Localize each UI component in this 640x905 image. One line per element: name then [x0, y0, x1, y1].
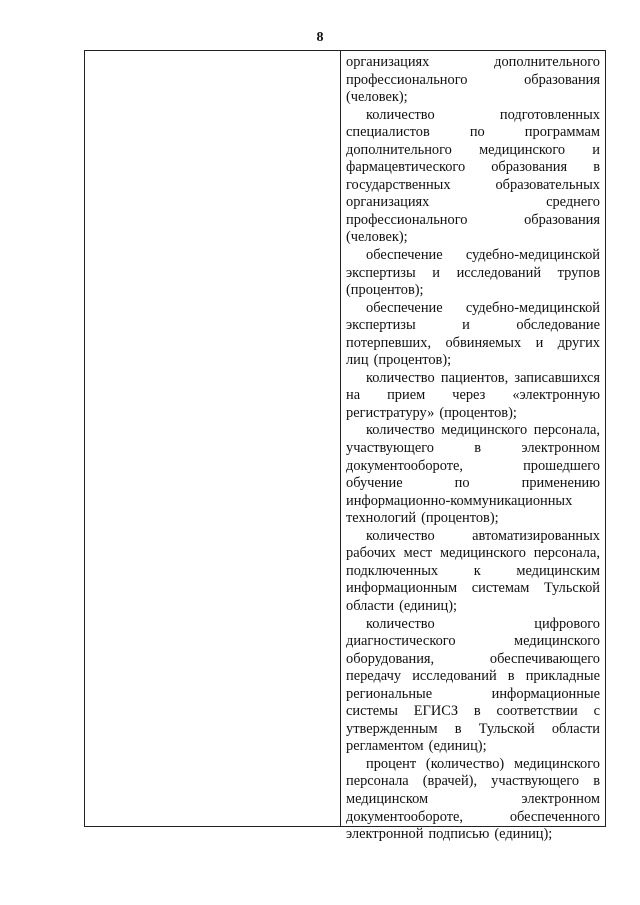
word: (человек);	[346, 89, 408, 106]
text-line	[346, 229, 600, 247]
word: прикладные	[525, 668, 600, 685]
word: по	[469, 124, 485, 141]
word: и	[535, 334, 544, 351]
text-line	[346, 317, 600, 335]
text-line	[346, 773, 600, 791]
word: рабочих	[346, 545, 396, 562]
text-line	[346, 563, 600, 581]
word: других	[557, 334, 600, 351]
word: области	[346, 597, 395, 614]
word: на	[346, 387, 361, 404]
word: образовательных	[495, 176, 600, 193]
text-line	[346, 387, 600, 405]
text-line	[346, 756, 600, 774]
text-line	[346, 791, 600, 809]
word: государственных	[346, 176, 451, 193]
word: обеспечение	[366, 299, 443, 316]
text-line	[346, 212, 600, 230]
word: прошедшего	[523, 457, 600, 474]
word: соответствии	[496, 703, 578, 720]
indicators-column	[346, 54, 600, 844]
word: медицинского	[479, 141, 566, 158]
word: образования	[491, 159, 568, 176]
word: программам	[524, 124, 600, 141]
word: количество	[366, 527, 435, 544]
word: в	[507, 668, 515, 685]
word: (единиц);	[494, 826, 553, 843]
word: технологий	[346, 510, 417, 527]
word: Тульской	[478, 720, 535, 737]
text-line	[346, 668, 600, 686]
text-line	[346, 422, 600, 440]
word: ЕГИСЗ	[413, 703, 459, 720]
document-table	[84, 50, 606, 843]
word: в	[474, 440, 482, 457]
word: системы	[346, 703, 398, 720]
text-line	[346, 159, 600, 177]
word: в	[473, 703, 481, 720]
word: информационные	[491, 685, 600, 702]
word: обеспечивающего	[489, 650, 600, 667]
text-line	[346, 475, 600, 493]
word: образования	[524, 211, 600, 228]
word: регистратуру»	[346, 404, 435, 421]
word: организациях	[346, 194, 430, 211]
text-line	[346, 177, 600, 195]
word: диагностического	[346, 633, 456, 650]
word: (процентов);	[346, 282, 424, 299]
text-line	[346, 686, 600, 704]
text-line	[346, 651, 600, 669]
text-line	[346, 458, 600, 476]
word: профессионального	[346, 71, 468, 88]
text-line	[346, 300, 600, 318]
text-line	[346, 721, 600, 739]
word: мест	[403, 545, 433, 562]
word: электронном	[521, 440, 600, 457]
word: в	[593, 159, 600, 176]
word: трупов	[557, 264, 600, 281]
text-line	[346, 510, 600, 528]
word: дополнительного	[346, 141, 452, 158]
word: (человек);	[346, 229, 408, 246]
word: лиц	[346, 352, 369, 369]
word: обеспечение	[366, 247, 443, 264]
text-line	[346, 616, 600, 634]
text-line	[346, 370, 600, 388]
text-line	[346, 352, 600, 370]
text-line	[346, 580, 600, 598]
text-line	[346, 826, 600, 844]
word: и	[462, 317, 470, 334]
word: судебно-медицинской	[465, 247, 600, 264]
word: электронном	[521, 790, 600, 807]
word: утвержденным	[346, 720, 438, 737]
word: (количество)	[425, 755, 505, 772]
text-line	[346, 72, 600, 90]
text-line	[346, 633, 600, 651]
word: электронной	[346, 826, 424, 843]
text-line	[346, 54, 600, 72]
text-line	[346, 247, 600, 265]
page-number: 8	[316, 30, 324, 45]
text-line	[346, 493, 600, 511]
word: персонала	[346, 773, 409, 790]
word: информационным	[346, 580, 458, 597]
word: (врачей),	[422, 773, 478, 790]
word: экспертизы	[346, 317, 416, 334]
word: количество	[366, 106, 435, 123]
word: автоматизированных	[472, 527, 600, 544]
word: области	[551, 720, 600, 737]
text-line	[346, 142, 600, 160]
word: медицинского	[513, 633, 600, 650]
word: участвующего	[491, 773, 580, 790]
word: оборудования,	[346, 650, 435, 667]
word: пациентов,	[440, 369, 509, 386]
text-line	[346, 89, 600, 107]
word: региональные	[346, 685, 433, 702]
word: документообороте,	[346, 808, 463, 825]
word: специалистов	[346, 124, 430, 141]
word: профессионального	[346, 211, 468, 228]
word: цифрового	[534, 615, 600, 632]
word: обеспеченного	[509, 808, 600, 825]
word: с	[593, 703, 600, 720]
word: передачу	[346, 668, 402, 685]
word: (процентов);	[421, 510, 499, 527]
text-line	[346, 598, 600, 616]
word: Тульской	[544, 580, 600, 597]
word: по	[454, 475, 470, 492]
column-divider	[340, 51, 341, 826]
word: подготовленных	[499, 106, 600, 123]
word: потерпевших,	[346, 334, 432, 351]
word: процент	[366, 755, 417, 772]
text-line	[346, 265, 600, 283]
word: количество	[366, 615, 435, 632]
word: в	[454, 720, 462, 737]
word: (процентов);	[439, 404, 517, 421]
word: обвиняемых	[445, 334, 522, 351]
word: исследований	[456, 264, 542, 281]
word: медицинского	[439, 545, 526, 562]
text-line	[346, 545, 600, 563]
word: и	[432, 264, 440, 281]
text-line	[346, 107, 600, 125]
word: документообороте,	[346, 457, 463, 474]
word: участвующего	[346, 440, 434, 457]
word: (единиц);	[428, 738, 487, 755]
word: количество	[366, 369, 435, 386]
word: персонала,	[533, 545, 600, 562]
word: фармацевтического	[346, 159, 466, 176]
word: регламентом	[346, 738, 424, 755]
text-line	[346, 405, 600, 423]
word: дополнительного	[494, 54, 600, 70]
word: медицинского	[513, 755, 600, 772]
word: образования	[524, 71, 600, 88]
text-line	[346, 528, 600, 546]
word: (единиц);	[399, 597, 458, 614]
word: применению	[521, 475, 600, 492]
text-line	[346, 738, 600, 756]
word: медицинским	[516, 562, 600, 579]
word: и	[592, 141, 600, 158]
word: обследование	[516, 317, 600, 334]
word: персонала,	[533, 422, 600, 439]
word: записавшихся	[514, 369, 600, 386]
word: подключенных	[346, 562, 439, 579]
text-line	[346, 194, 600, 212]
word: обучение	[346, 475, 403, 492]
word: медицинском	[346, 790, 429, 807]
word: (процентов);	[373, 352, 452, 369]
word: среднего	[546, 194, 600, 211]
word: прием	[387, 387, 426, 404]
word: к	[473, 562, 481, 579]
word: «электронную	[512, 387, 600, 404]
text-line	[346, 703, 600, 721]
word: подписью	[428, 826, 490, 843]
word: в	[593, 773, 600, 790]
word: экспертизы	[346, 264, 416, 281]
word: системам	[471, 580, 530, 597]
text-line	[346, 335, 600, 353]
word: организациях	[346, 54, 430, 70]
word: количество	[366, 422, 435, 439]
word: информационно-коммуникационных	[346, 492, 573, 509]
text-line	[346, 809, 600, 827]
word: судебно-медицинской	[465, 299, 600, 316]
text-line	[346, 124, 600, 142]
text-line	[346, 440, 600, 458]
word: через	[452, 387, 486, 404]
word: исследований	[412, 668, 497, 685]
word: медицинского	[441, 422, 528, 439]
text-line	[346, 282, 600, 300]
